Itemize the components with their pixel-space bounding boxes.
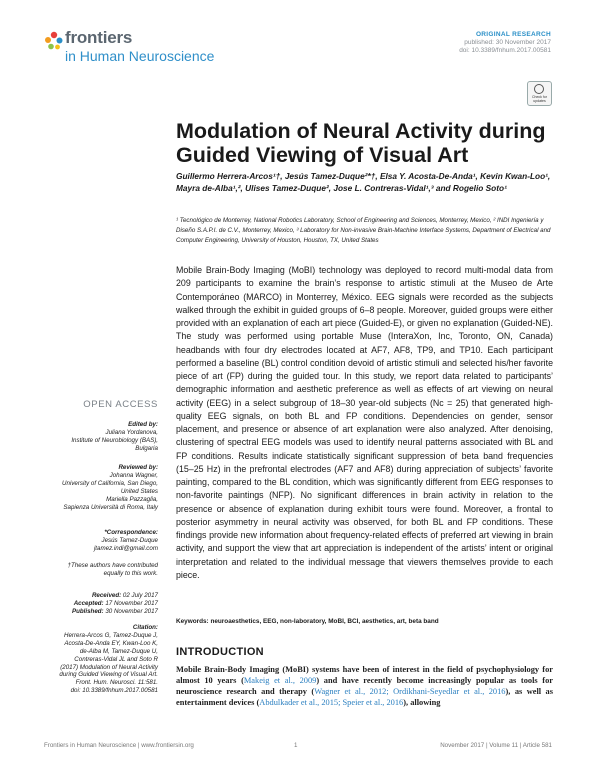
footer-journal: Frontiers in Human Neuroscience | www.frontiersin.org: [44, 742, 194, 749]
keywords: Keywords: neuroaesthetics, EEG, non-laboratory, MoBI, BCI, aesthetics, art, beta band: [176, 618, 439, 625]
equal-contribution-note: †These authors have contributed equally to this work.: [67, 562, 158, 577]
logo-dots-icon: [44, 31, 64, 51]
citation-link[interactable]: Wagner et al., 2012; Ordikhani-Seyedlar et al., 2016: [314, 687, 506, 697]
published-date: published: 30 November 2017: [464, 39, 551, 47]
article-meta: [459, 31, 551, 56]
correspondence-block: *Correspondence: Jesús Tamez-Duque jtamez.indi@gmail.com: [30, 529, 158, 553]
citation-block: Citation: Herrera-Arcos G, Tamez-Duque J, Acosta-De-Anda EY, Kwan-Loo K, de-Alba M, Tamez-Duque U, Contreras-Vidal JL and Soto R (2017) Modulation of Neural Activity during Guided Viewing of Visual Art. Front. Hum. Neurosci. 11:581. doi: 10.3389/fnhum.2017.00581: [30, 624, 158, 695]
page-number: 1: [294, 742, 298, 749]
paper-title: Modulation of Neural Activity during Guided Viewing of Visual Art: [176, 119, 546, 167]
introduction-paragraph: Mobile Brain-Body Imaging (MoBI) systems have been of interest in the field of psychophysiology for almost 10 years (Makeig et al., 2009) and have recently become increasingly popular as tools for neuroscience research and therapy (Wagner et al., 2012; Ordikhani-Seyedlar et al., 2016), as well as entertainment devices (Abdulkader et al., 2015; Speier et al., 2016), allowing: [176, 665, 553, 708]
dates-block: Received: 02 July 2017 Accepted: 17 November 2017 Published: 30 November 2017: [71, 592, 158, 615]
open-access-label: OPEN ACCESS: [83, 399, 158, 410]
badge-label: Check for updates: [532, 95, 547, 103]
article-type: ORIGINAL RESEARCH: [475, 31, 551, 38]
author-list: Guillermo Herrera-Arcos¹†, Jesús Tamez-Duque²*†, Elsa Y. Acosta-De-Anda¹, Kevin Kwan-Loo¹, Mayra de-Alba¹,², Ulises Tamez-Duque², Jose L. Contreras-Vidal¹,³ and Rogelio Soto¹: [176, 171, 551, 193]
logo-wordmark: frontiers: [65, 28, 133, 47]
abstract: Mobile Brain-Body Imaging (MoBI) technology was deployed to record multi-modal data from 209 participants to examine the brain’s response to artistic stimuli at the Museo de Arte Contemporáneo (MARCO) in Monterrey, México. EEG signals were recorded as the subjects walked through the exhibit in guided groups of 6–8 people. Moreover, guided groups were either provided with an explanation of each art piece (Guided-E), or given no explanation (Guided-NE). The study was performed using portable Muse (InteraXon, Inc, Toronto, ON, Canada) headbands with four dry electrodes located at AF7, AF8, TP9, and TP10. Each participant performed a baseline (BL) control condition devoid of artistic stimuli and selected his/her favorite piece of art (FP) during the guided tour. In this study, we report data related to participants’ demographic information and aesthetic preference as well as effects of art viewing on neural activity (EEG) in a select subgroup of 18–30 year-old subjects (Nc = 25) that generated high-quality EEG signals, on both BL and FP conditions. Dependencies on gender, sensor placement, and presence or absence of art explanation were also analyzed. After denoising, clustering of spectral EEG models was used to identify neural patterns associated with BL and FP conditions. Results indicate statistically significant suppression of beta band frequencies (15–25 Hz) in the prefrontal electrodes (AF7 and AF8) during appreciation of subjects’ favorite painting, compared to the BL condition, which was significantly different from EEG responses to non-favorite paintings (NFP). No significant differences in brain activity in relation to the presence or absence of explanation during exhibit tours were found. Moreover, a frontal to posterior asymmetry in neural activity was observed, for both BL and FP conditions. These findings provide new information about frequency-related effects of preferred art viewing in brain activity, and support the view that art appreciation is independent of the artists’ intent or original interpretation and related to the individual message that viewers themselves provide to each piece.: [176, 265, 553, 580]
reviewed-by-block: Reviewed by: Johanna Wagner, University of California, San Diego, United States Mariella Pazzaglia, Sapienza Università di Roma, Italy: [30, 464, 158, 511]
edited-by-heading: Edited by:: [128, 421, 158, 428]
citation-heading: Citation:: [132, 624, 158, 631]
update-icon: [534, 84, 544, 94]
affiliations: ¹ Tecnológico de Monterrey, National Robotics Laboratory, School of Engineering and Sciences, Monterrey, Mexico, ² INDI Ingeniería y Diseño S.A.P.I. de C.V., Monterrey, Mexico, ³ Laboratory for Non-invasive Brain-Machine Interface Systems, Department of Electrical and Computer Engineering, University of Houston, Houston, TX, United States: [176, 217, 551, 244]
reviewed-by-heading: Reviewed by:: [118, 464, 158, 471]
correspondence-email[interactable]: jtamez.indi@gmail.com: [93, 544, 158, 552]
introduction-heading: INTRODUCTION: [176, 646, 264, 658]
citation-link[interactable]: Abdulkader et al., 2015; Speier et al., 2016: [259, 698, 404, 708]
edited-by-block: Edited by: Juliana Yordanova, Institute of Neurobiology (BAS), Bulgaria: [30, 421, 158, 453]
frontiers-logo: [44, 27, 244, 71]
footer-issue: November 2017 | Volume 11 | Article 581: [440, 742, 552, 749]
correspondence-heading: *Correspondence:: [104, 529, 158, 536]
journal-name: in Human Neuroscience: [65, 48, 215, 64]
check-for-updates-badge[interactable]: [527, 81, 552, 106]
doi-link[interactable]: doi: 10.3389/fnhum.2017.00581: [459, 47, 551, 55]
citation-link[interactable]: Makeig et al., 2009: [243, 676, 317, 686]
